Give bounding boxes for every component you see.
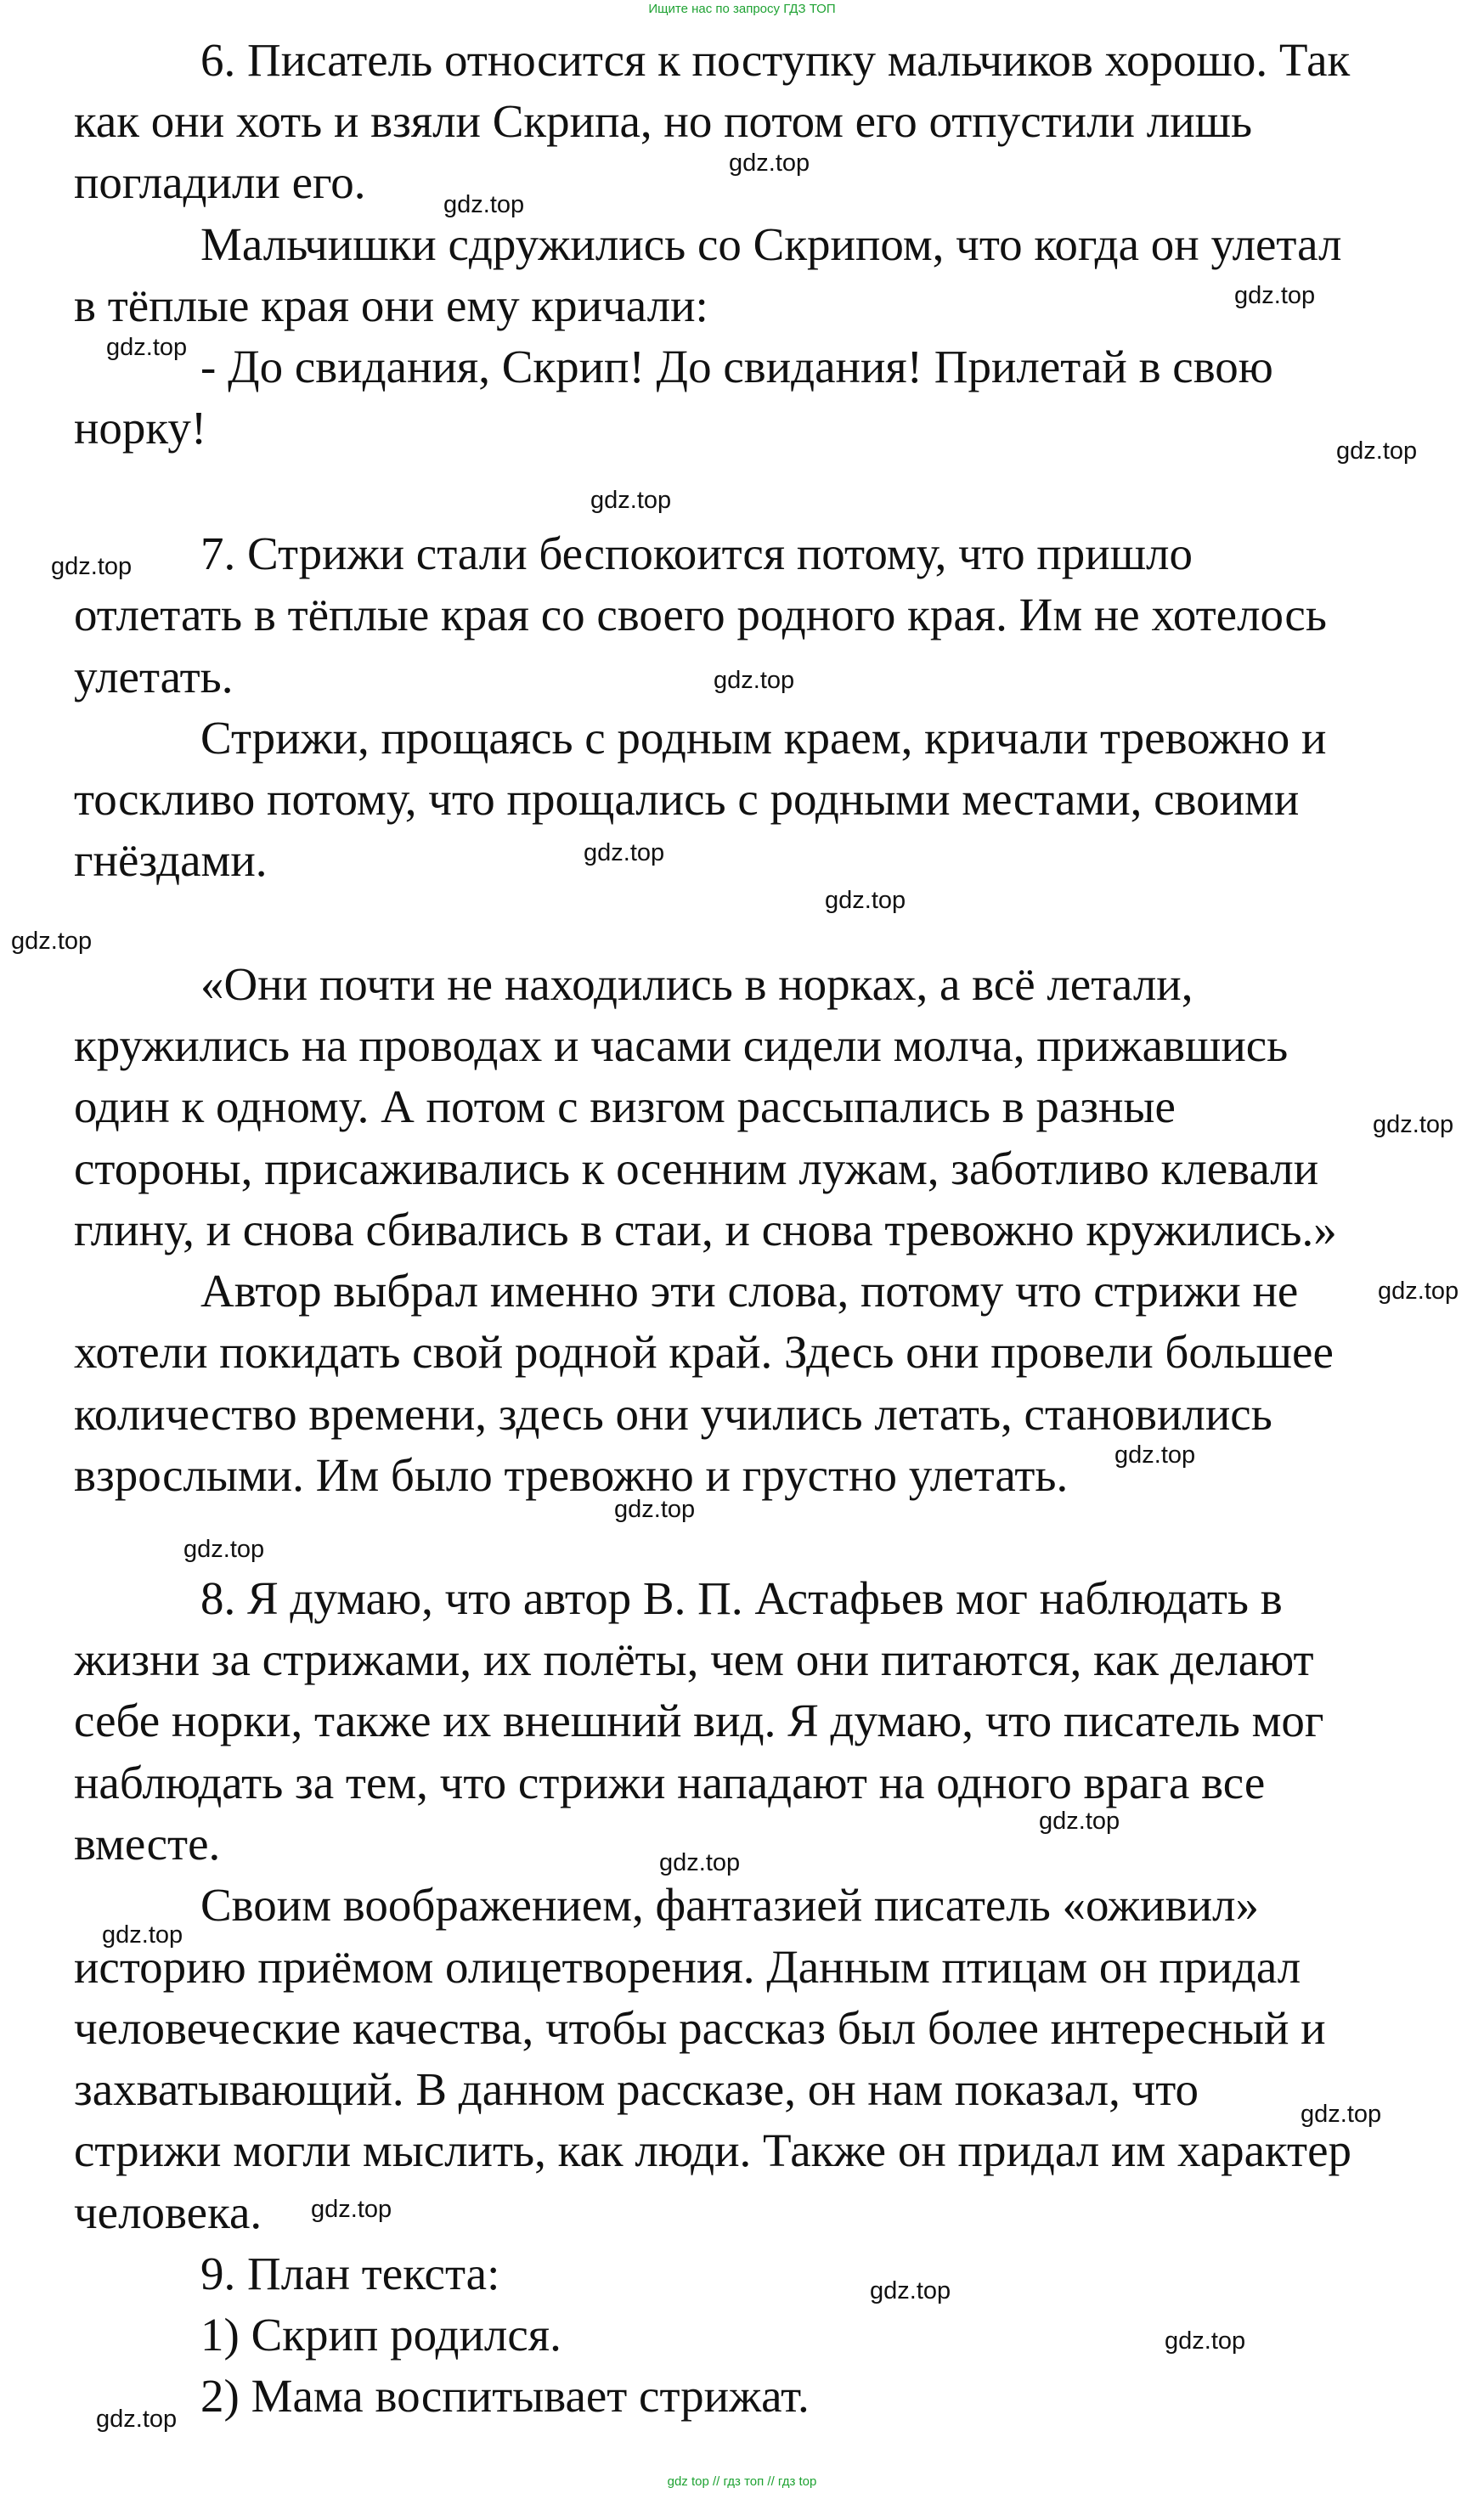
- text-line: стрижи могли мыслить, как люди. Также он придал им характер: [74, 2124, 1351, 2176]
- watermark: gdz.top: [825, 887, 906, 914]
- text-line: гнёздами.: [74, 834, 268, 886]
- text-line: «Они почти не находились в норках, а всё летали,: [200, 958, 1193, 1010]
- watermark: gdz.top: [102, 1921, 183, 1949]
- watermark: gdz.top: [1336, 437, 1418, 465]
- text-line: погладили его.: [74, 156, 366, 208]
- top-banner: Ищите нас по запросу ГДЗ ТОП: [648, 2, 836, 16]
- watermark: gdz.top: [1378, 1278, 1459, 1305]
- watermark: gdz.top: [729, 149, 810, 177]
- text-line: тоскливо потому, что прощались с родными местами, своими: [74, 773, 1300, 825]
- watermark: gdz.top: [106, 334, 188, 361]
- bottom-banner: gdz top // гдз топ // гдз top: [667, 2474, 817, 2489]
- text-line: - До свидания, Скрип! До свидания! Прилетай в свою: [200, 341, 1273, 392]
- text-line: Своим воображением, фантазией писатель «оживил»: [200, 1879, 1259, 1931]
- text-line: себе норки, также их внешний вид. Я думаю, что писатель мог: [74, 1695, 1324, 1746]
- watermark: gdz.top: [96, 2406, 178, 2433]
- text-line: глину, и снова сбивались в стаи, и снова тревожно кружились.»: [74, 1204, 1337, 1255]
- text-line: захватывающий. В данном рассказе, он нам показал, что: [74, 2063, 1199, 2115]
- watermark: gdz.top: [1039, 1808, 1120, 1835]
- watermark: gdz.top: [1301, 2101, 1382, 2128]
- text-line: 7. Стрижи стали беспокоится потому, что пришло: [200, 527, 1193, 579]
- text-line: стороны, присаживались к осенним лужам, заботливо клевали: [74, 1142, 1319, 1194]
- text-line: кружились на проводах и часами сидели молча, прижавшись: [74, 1019, 1289, 1071]
- text-line: историю приёмом олицетворения. Данным птицам он придал: [74, 1941, 1301, 1993]
- text-line: отлетать в тёплые края со своего родного края. Им не хотелось: [74, 589, 1327, 640]
- watermark: gdz.top: [870, 2277, 951, 2304]
- watermark: gdz.top: [183, 1536, 265, 1563]
- text-line: как они хоть и взяли Скрипа, но потом его отпустили лишь: [74, 95, 1253, 147]
- text-line: хотели покидать свой родной край. Здесь они провели большее: [74, 1326, 1334, 1378]
- text-line: в тёплые края они ему кричали:: [74, 279, 708, 331]
- watermark: gdz.top: [1234, 282, 1316, 309]
- text-line: один к одному. А потом с визгом рассыпались в разные: [74, 1080, 1176, 1132]
- watermark: gdz.top: [714, 667, 795, 694]
- text-line: Автор выбрал именно эти слова, потому что стрижи не: [200, 1265, 1299, 1317]
- text-line: 2) Мама воспитывает стрижат.: [200, 2370, 810, 2422]
- watermark: gdz.top: [443, 191, 525, 218]
- text-line: человеческие качества, чтобы рассказ был более интересный и: [74, 2002, 1326, 2054]
- text-line: 8. Я думаю, что автор В. П. Астафьев мог наблюдать в: [200, 1572, 1283, 1624]
- text-line: улетать.: [74, 651, 234, 702]
- text-line: Мальчишки сдружились со Скрипом, что когда он улетал: [200, 218, 1342, 270]
- watermark: gdz.top: [1373, 1111, 1454, 1138]
- text-line: 9. План текста:: [200, 2248, 500, 2299]
- watermark: gdz.top: [590, 487, 672, 514]
- watermark: gdz.top: [659, 1849, 741, 1876]
- text-line: человека.: [74, 2186, 262, 2238]
- text-line: количество времени, здесь они учились летать, становились: [74, 1388, 1272, 1440]
- watermark: gdz.top: [11, 928, 93, 955]
- watermark: gdz.top: [311, 2196, 392, 2223]
- text-line: 1) Скрип родился.: [200, 2309, 561, 2361]
- watermark: gdz.top: [1165, 2327, 1246, 2355]
- watermark: gdz.top: [614, 1496, 696, 1523]
- text-line: жизни за стрижами, их полёты, чем они питаются, как делают: [74, 1633, 1314, 1685]
- text-line: 6. Писатель относится к поступку мальчиков хорошо. Так: [200, 34, 1351, 86]
- text-line: норку!: [74, 402, 207, 454]
- text-line: взрослыми. Им было тревожно и грустно улетать.: [74, 1449, 1069, 1501]
- watermark: gdz.top: [1114, 1441, 1196, 1469]
- text-line: вместе.: [74, 1818, 221, 1870]
- text-line: Стрижи, прощаясь с родным краем, кричали тревожно и: [200, 712, 1327, 764]
- watermark: gdz.top: [584, 839, 665, 866]
- text-line: наблюдать за тем, что стрижи нападают на одного врага все: [74, 1757, 1266, 1808]
- watermark: gdz.top: [51, 553, 133, 580]
